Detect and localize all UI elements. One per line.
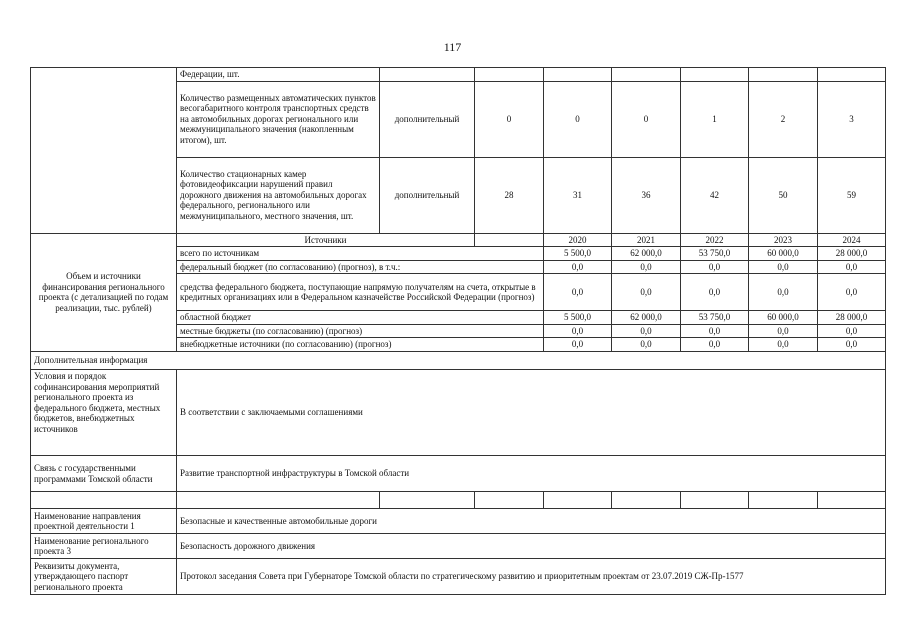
indicator-type	[380, 68, 475, 82]
project-name-label: Наименование регионального проекта 3	[31, 534, 177, 559]
funding-value: 0,0	[818, 260, 886, 274]
funding-value: 0,0	[612, 338, 681, 352]
funding-value: 53 750,0	[681, 311, 749, 325]
indicator-value: 42	[681, 157, 749, 233]
year-header: 2023	[749, 233, 818, 247]
indicator-value: 36	[612, 157, 681, 233]
indicator-value: 31	[544, 157, 612, 233]
funding-value: 60 000,0	[749, 247, 818, 261]
funding-value: 53 750,0	[681, 247, 749, 261]
direction-value: Безопасные и качественные автомобильные дороги	[177, 509, 886, 534]
funding-value: 60 000,0	[749, 311, 818, 325]
funding-value: 0,0	[818, 338, 886, 352]
funding-value: 62 000,0	[612, 247, 681, 261]
funding-value: 0,0	[612, 260, 681, 274]
funding-source: областной бюджет	[177, 311, 544, 325]
funding-source: средства федерального бюджета, поступающие напрямую получателям на счета, открытые в кредитных организациях или в Федеральном казначействе Российской Федерации (прогноз)	[177, 274, 544, 311]
cofinancing-row	[31, 370, 886, 456]
funding-value: 5 500,0	[544, 247, 612, 261]
state-programs-row	[31, 456, 886, 492]
indicator-value: 1	[681, 81, 749, 157]
indicator-value: 2	[749, 81, 818, 157]
funding-value: 0,0	[681, 324, 749, 338]
funding-value: 0,0	[544, 260, 612, 274]
indicator-name: Количество размещенных автоматических пунктов весогабаритного контроля транспортных средств на автомобильных дорогах регионального или межмуниципального значения (накопленным итогом), шт.	[177, 81, 380, 157]
indicator-value: 3	[818, 81, 886, 157]
cofinancing-value: В соответствии с заключаемыми соглашениями	[177, 370, 886, 456]
document-label: Реквизиты документа, утверждающего паспорт регионального проекта	[31, 559, 177, 595]
direction-label: Наименование направления проектной деятельности 1	[31, 509, 177, 534]
funding-value: 0,0	[749, 324, 818, 338]
funding-header-row	[31, 233, 886, 247]
state-programs-value: Развитие транспортной инфраструктуры в Томской области	[177, 456, 886, 492]
year-header: 2022	[681, 233, 749, 247]
year-header: 2020	[544, 233, 612, 247]
funding-value: 0,0	[612, 324, 681, 338]
project-name-value: Безопасность дорожного движения	[177, 534, 886, 559]
funding-value: 0,0	[749, 338, 818, 352]
funding-source: внебюджетные источники (по согласованию) (прогноз)	[177, 338, 544, 352]
year-header: 2021	[612, 233, 681, 247]
funding-source: всего по источникам	[177, 247, 544, 261]
funding-value: 0,0	[544, 338, 612, 352]
funding-value: 5 500,0	[544, 311, 612, 325]
funding-value: 0,0	[681, 260, 749, 274]
indicator-value: 0	[544, 81, 612, 157]
document-value: Протокол заседания Совета при Губернаторе Томской области по стратегическому развитию и приоритетным проектам от 23.07.2019 СЖ-Пр-1577	[177, 559, 886, 595]
project-name-row	[31, 534, 886, 559]
funding-source: местные бюджеты (по согласованию) (прогноз)	[177, 324, 544, 338]
funding-label: Объем и источники финансирования регионального проекта (с детализацией по годам реализации, тыс. рублей)	[31, 233, 177, 352]
funding-value: 28 000,0	[818, 311, 886, 325]
funding-value: 0,0	[612, 274, 681, 311]
spacer-row	[31, 492, 886, 509]
cofinancing-label: Условия и порядок софинансирования мероприятий регионального проекта из федерального бюджета, местных бюджетов, внебюджетных источников	[31, 370, 177, 456]
indicator-name: Федерации, шт.	[177, 68, 380, 82]
direction-row	[31, 509, 886, 534]
funding-value: 28 000,0	[818, 247, 886, 261]
indicator-label-cell	[31, 68, 177, 234]
indicator-value: 50	[749, 157, 818, 233]
funding-value: 0,0	[544, 324, 612, 338]
document-row	[31, 559, 886, 595]
funding-value: 62 000,0	[612, 311, 681, 325]
funding-value: 0,0	[818, 324, 886, 338]
indicator-row	[31, 68, 886, 82]
funding-value: 0,0	[749, 260, 818, 274]
indicator-value: 59	[818, 157, 886, 233]
funding-value: 0,0	[681, 338, 749, 352]
passport-table	[30, 67, 886, 595]
year-header: 2024	[818, 233, 886, 247]
indicator-name: Количество стационарных камер фотовидеофиксации нарушений правил дорожного движения на автомобильных дорогах федерального, регионального или межмуниципального, местного значения, шт.	[177, 157, 380, 233]
funding-source: федеральный бюджет (по согласованию) (прогноз), в т.ч.:	[177, 260, 544, 274]
additional-info-row	[31, 352, 886, 370]
page-number: 117	[443, 40, 462, 54]
funding-value: 0,0	[681, 274, 749, 311]
indicator-value: 0	[612, 81, 681, 157]
funding-value: 0,0	[749, 274, 818, 311]
indicator-type: дополнительный	[380, 81, 475, 157]
indicator-type: дополнительный	[380, 157, 475, 233]
funding-value: 0,0	[544, 274, 612, 311]
additional-info-heading: Дополнительная информация	[31, 352, 886, 370]
funding-value: 0,0	[818, 274, 886, 311]
state-programs-label: Связь с государственными программами Томской области	[31, 456, 177, 492]
indicator-value: 28	[475, 157, 544, 233]
indicator-value: 0	[475, 81, 544, 157]
sources-header: Источники	[177, 233, 475, 247]
